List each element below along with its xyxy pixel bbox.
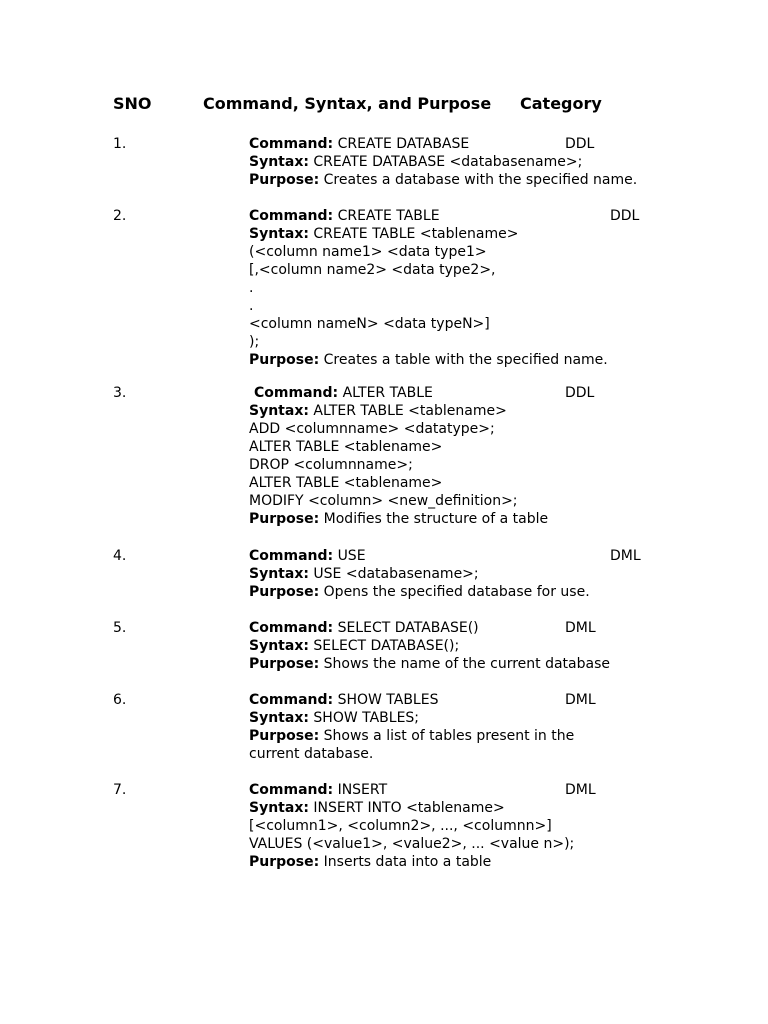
command-label: Command: xyxy=(249,136,334,152)
purpose-value: Creates a table with the specified name. xyxy=(323,352,608,368)
entry-sno: 5. xyxy=(113,620,127,636)
entry-sno: 1. xyxy=(113,136,127,152)
command-label: Command: xyxy=(249,208,334,224)
command-label: Command: xyxy=(249,620,334,636)
syntax-value: SELECT DATABASE(); xyxy=(313,638,460,654)
header-category: Category xyxy=(520,94,602,113)
syntax-line xyxy=(249,402,629,420)
syntax-line: DROP <columnname>; xyxy=(249,457,413,473)
purpose-value: Creates a database with the specified name. xyxy=(323,172,638,188)
syntax-label: Syntax: xyxy=(249,403,309,419)
syntax-label: Syntax: xyxy=(249,638,309,654)
entry-body xyxy=(249,547,629,601)
entry-category: DML xyxy=(610,548,641,564)
purpose-value: Inserts data into a table xyxy=(323,854,492,870)
syntax-value: CREATE DATABASE <databasename>; xyxy=(313,154,583,170)
purpose-value: Shows the name of the current database xyxy=(323,656,610,672)
purpose-line xyxy=(249,510,629,528)
purpose-label: Purpose: xyxy=(249,172,320,188)
command-line xyxy=(249,619,629,637)
syntax-label: Syntax: xyxy=(249,226,309,242)
command-value: INSERT xyxy=(337,782,388,798)
syntax-line: MODIFY <column> <new_definition>; xyxy=(249,493,518,509)
command-value: SHOW TABLES xyxy=(337,692,439,708)
table-header xyxy=(0,94,768,116)
syntax-value: SHOW TABLES; xyxy=(313,710,420,726)
syntax-line: ALTER TABLE <tablename> xyxy=(249,475,443,491)
purpose-line xyxy=(249,351,629,369)
purpose-value: Modifies the structure of a table xyxy=(323,511,549,527)
entry-body xyxy=(249,619,629,673)
syntax-line: . xyxy=(249,298,254,314)
purpose-line xyxy=(249,727,629,763)
entry-category: DML xyxy=(565,620,596,636)
syntax-line: ); xyxy=(249,334,260,350)
purpose-label: Purpose: xyxy=(249,352,320,368)
syntax-value: USE <databasename>; xyxy=(313,566,479,582)
command-line xyxy=(249,135,629,153)
syntax-line: [,<column name2> <data type2>, xyxy=(249,262,496,278)
purpose-label: Purpose: xyxy=(249,656,320,672)
syntax-line: VALUES (<value1>, <value2>, ... <value n>); xyxy=(249,836,575,852)
command-value: CREATE DATABASE xyxy=(337,136,470,152)
syntax-line xyxy=(249,225,629,243)
command-line xyxy=(249,691,629,709)
command-line xyxy=(249,384,629,402)
purpose-line xyxy=(249,655,629,673)
syntax-line xyxy=(249,637,629,655)
syntax-line xyxy=(249,153,629,171)
syntax-line: (<column name1> <data type1> xyxy=(249,244,487,260)
syntax-line xyxy=(249,565,629,583)
entry-category: DDL xyxy=(610,208,640,224)
purpose-value: Opens the specified database for use. xyxy=(323,584,590,600)
entry-sno: 2. xyxy=(113,208,127,224)
purpose-label: Purpose: xyxy=(249,584,320,600)
command-label: Command: xyxy=(254,385,339,401)
purpose-line xyxy=(249,853,629,871)
entry-body xyxy=(249,781,629,871)
entry-body xyxy=(249,691,629,763)
entry-body xyxy=(249,135,638,189)
command-value: ALTER TABLE xyxy=(342,385,433,401)
command-label: Command: xyxy=(249,548,334,564)
syntax-label: Syntax: xyxy=(249,154,309,170)
syntax-line: ALTER TABLE <tablename> xyxy=(249,439,443,455)
entry-category: DDL xyxy=(565,385,595,401)
syntax-line: . xyxy=(249,280,254,296)
entry-sno: 7. xyxy=(113,782,127,798)
command-line xyxy=(249,207,629,225)
command-value: USE xyxy=(337,548,366,564)
purpose-line xyxy=(249,171,638,189)
purpose-value: Shows a list of tables present in the current database. xyxy=(249,728,575,762)
syntax-value: INSERT INTO <tablename> xyxy=(313,800,505,816)
syntax-label: Syntax: xyxy=(249,566,309,582)
command-label: Command: xyxy=(249,692,334,708)
command-line xyxy=(249,547,629,565)
syntax-label: Syntax: xyxy=(249,710,309,726)
entry-body xyxy=(249,207,629,369)
purpose-label: Purpose: xyxy=(249,511,320,527)
syntax-line: [<column1>, <column2>, ..., <columnn>] xyxy=(249,818,552,834)
command-label: Command: xyxy=(249,782,334,798)
purpose-label: Purpose: xyxy=(249,854,320,870)
entry-category: DML xyxy=(565,692,596,708)
command-value: CREATE TABLE xyxy=(337,208,440,224)
header-command-syntax-purpose: Command, Syntax, and Purpose xyxy=(203,94,492,113)
entry-sno: 4. xyxy=(113,548,127,564)
syntax-value: ALTER TABLE <tablename> xyxy=(313,403,507,419)
entry-sno: 6. xyxy=(113,692,127,708)
syntax-line xyxy=(249,709,629,727)
header-sno: SNO xyxy=(113,94,152,113)
purpose-label: Purpose: xyxy=(249,728,320,744)
entry-category: DDL xyxy=(565,136,595,152)
syntax-line: <column nameN> <data typeN>] xyxy=(249,316,490,332)
command-line xyxy=(249,781,629,799)
entry-sno: 3. xyxy=(113,385,127,401)
syntax-line: ADD <columnname> <datatype>; xyxy=(249,421,495,437)
syntax-label: Syntax: xyxy=(249,800,309,816)
purpose-line xyxy=(249,583,629,601)
entry-body xyxy=(249,384,629,528)
syntax-value: CREATE TABLE <tablename> xyxy=(313,226,519,242)
command-value: SELECT DATABASE() xyxy=(337,620,479,636)
syntax-line xyxy=(249,799,629,817)
entry-category: DML xyxy=(565,782,596,798)
